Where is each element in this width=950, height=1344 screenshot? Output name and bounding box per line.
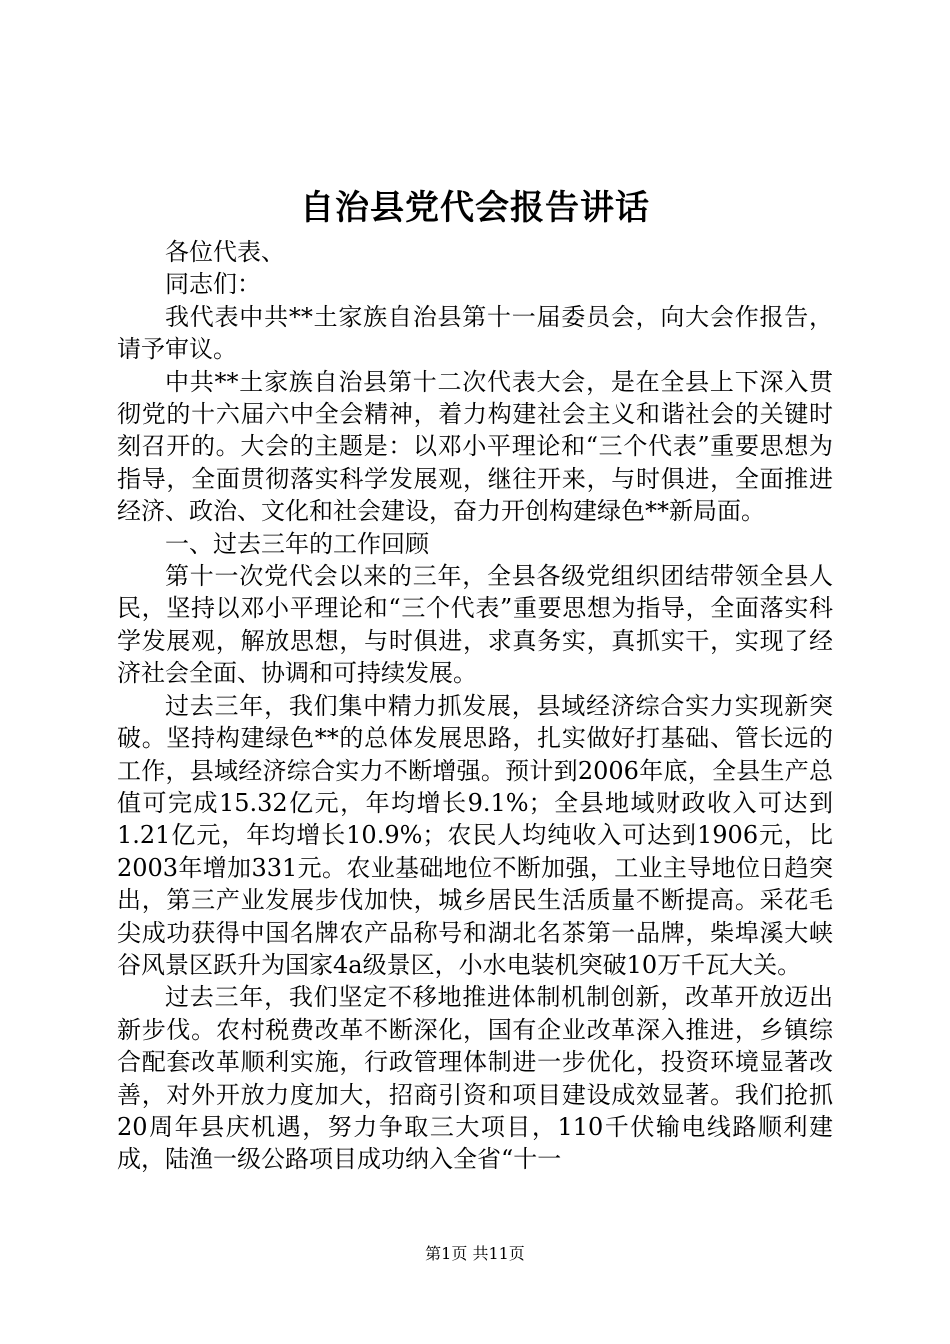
body-paragraph: 中共**土家族自治县第十二次代表大会，是在全县上下深入贯彻党的十六届六中全会精神，着力构建社会主义和谐社会的关键时刻召开的。大会的主题是：以邓小平理论和“三个代表”重要思想为指导，全面贯彻落实科学发展观，继往开来，与时俱进，全面推进经济、政治、文化和社会建设，奋力开创构建绿色**新局面。 <box>117 367 833 526</box>
body-paragraph: 第十一次党代会以来的三年，全县各级党组织团结带领全县人民，坚持以邓小平理论和“三个代表”重要思想为指导，全面落实科学发展观，解放思想，与时俱进，求真务实，真抓实干，实现了经济社会全面、协调和可持续发展。 <box>117 562 833 688</box>
body-paragraph: 我代表中共**土家族自治县第十一届委员会，向大会作报告，请予审议。 <box>117 302 833 364</box>
document-title: 自治县党代会报告讲话 <box>300 188 650 228</box>
section-heading: 一、过去三年的工作回顾 <box>165 529 429 558</box>
salutation-line: 各位代表、 <box>165 238 285 266</box>
salutation-line: 同志们： <box>165 270 261 299</box>
body-paragraph: 过去三年，我们坚定不移地推进体制机制创新，改革开放迈出新步伐。农村税费改革不断深化，国有企业改革深入推进，乡镇综合配套改革顺利实施，行政管理体制进一步优化，投资环境显著改善，对外开放力度加大，招商引资和项目建设成效显著。我们抢抓20周年县庆机遇，努力争取三大项目，110千伏输电线路顺利建成，陆渔一级公路项目成功纳入全省“十一 <box>117 983 833 1174</box>
document-body <box>117 236 833 1176</box>
page-number-footer: 第1页 共11页 <box>425 1244 525 1263</box>
body-paragraph: 过去三年，我们集中精力抓发展，县域经济综合实力实现新突破。坚持构建绿色**的总体发展思路，扎实做好打基础、管长远的工作，县域经济综合实力不断增强。预计到2006年底，全县生产总值可完成15.32亿元，年均增长9.1%；全县地域财政收入可达到1.21亿元，年均增长10.9%；农民人均纯收入可达到1906元，比2003年增加331元。农业基础地位不断加强，工业主导地位日趋突出，第三产业发展步伐加快，城乡居民生活质量不断提高。采花毛尖成功获得中国名牌农产品称号和湖北名茶第一品牌，柴埠溪大峡谷风景区跃升为国家4a级景区，小水电装机突破10万千瓦大关。 <box>117 691 833 979</box>
